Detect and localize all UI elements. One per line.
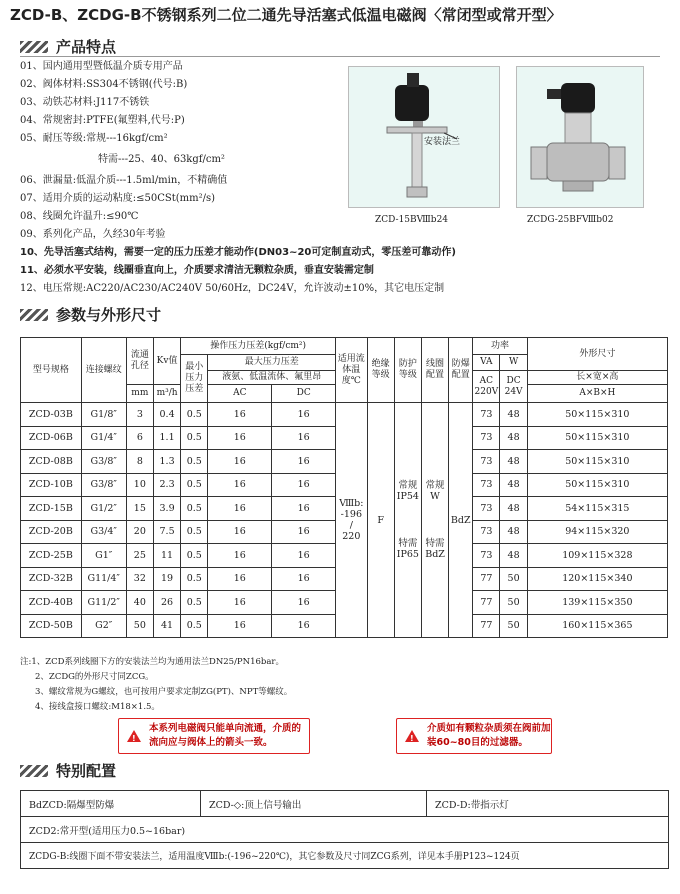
cell-bore: 3 xyxy=(126,403,153,427)
warning-text: 本系列电磁阀只能单向流通，介质的流向应与阀体上的箭头一致。 xyxy=(149,723,302,748)
cell-dims: 50×115×310 xyxy=(527,450,667,474)
config-normally-open: ZCD2:常开型(适用压力0.5~16bar) xyxy=(21,817,669,843)
section-title: 参数与外形尺寸 xyxy=(56,306,162,324)
cell-w: 48 xyxy=(500,544,527,568)
warning-filter xyxy=(396,718,552,754)
header-dc: DC xyxy=(272,385,336,403)
config-indicator: ZCD-D:带指示灯 xyxy=(427,791,669,817)
warning-text: 介质如有颗粒杂质须在阀前加装60~80目的过滤器。 xyxy=(427,723,551,748)
cell-model: ZCD-06B xyxy=(21,426,82,450)
cell-bore: 50 xyxy=(126,614,153,638)
cell-dc: 16 xyxy=(272,614,336,638)
photo-caption-right: ZCDG-25BFⅧb02 xyxy=(527,215,614,225)
feature-item: 12、电压常规:AC220/AC230/AC240V 50/60Hz，DC24V，允许波动±10%，其它电压定制 xyxy=(20,283,445,294)
cell-dc: 16 xyxy=(272,450,336,474)
cell-va: 73 xyxy=(473,520,500,544)
cell-bore: 15 xyxy=(126,497,153,521)
section-marker-icon xyxy=(20,309,48,321)
feature-item: 02、阀体材料:SS304不锈钢(代号:B) xyxy=(20,79,188,90)
cell-dims: 50×115×310 xyxy=(527,426,667,450)
header-dims: 外形尺寸 xyxy=(527,338,667,371)
cell-bore: 6 xyxy=(126,426,153,450)
cell-va: 73 xyxy=(473,473,500,497)
cell-thread: G3/8″ xyxy=(81,450,126,474)
feature-item: 06、泄漏量:低温介质---1.5ml/min，不精确值 xyxy=(20,175,228,186)
cell-kv: 41 xyxy=(153,614,180,638)
cell-model: ZCD-32B xyxy=(21,567,82,591)
cell-ac: 16 xyxy=(208,426,272,450)
cell-w: 48 xyxy=(500,450,527,474)
cell-protection xyxy=(394,403,421,638)
cell-model: ZCD-40B xyxy=(21,591,82,615)
protection-special: 特需IP65 xyxy=(396,538,419,560)
cell-kv: 1.3 xyxy=(153,450,180,474)
config-b-type: ZCDG-B:线圈下面不带安装法兰，适用温度Ⅷb:(-196~220℃)，其它参数及尺寸同ZCG系列，详见本手册P123~124页 xyxy=(21,843,669,869)
header-bore: 流通孔径 xyxy=(126,338,153,385)
feature-item: 11、必须水平安装，线圈垂直向上，介质要求清洁无颗粒杂质，垂直安装需定制 xyxy=(20,265,374,276)
spec-table xyxy=(20,337,668,638)
cell-min: 0.5 xyxy=(181,473,208,497)
photo-caption-left: ZCD-15BⅧb24 xyxy=(375,215,449,225)
header-insulation: 绝缘等级 xyxy=(367,338,394,403)
cell-thread: G3/8″ xyxy=(81,473,126,497)
cell-model: ZCD-10B xyxy=(21,473,82,497)
header-model: 型号规格 xyxy=(21,338,82,403)
cell-kv: 26 xyxy=(153,591,180,615)
flange-callout-label: 安装法兰 xyxy=(424,137,461,147)
cell-ac: 16 xyxy=(208,520,272,544)
cell-min: 0.5 xyxy=(181,403,208,427)
cell-ac: 16 xyxy=(208,450,272,474)
feature-item: 05、耐压等级:常规---16kgf/cm² xyxy=(20,133,168,144)
cell-dims: 160×115×365 xyxy=(527,614,667,638)
page-title: ZCD-B、ZCDG-B不锈钢系列二位二通先导活塞式低温电磁阀〈常闭型或常开型〉 xyxy=(10,6,562,24)
feature-item: 特需---25、40、63kgf/cm² xyxy=(98,154,225,165)
cell-kv: 2.3 xyxy=(153,473,180,497)
section-features-heading xyxy=(20,36,116,57)
special-config-table xyxy=(20,790,669,869)
cell-w: 48 xyxy=(500,473,527,497)
header-thread: 连接螺纹 xyxy=(81,338,126,403)
cell-dims: 54×115×315 xyxy=(527,497,667,521)
header-min-pressure: 最小压力压差 xyxy=(181,355,208,403)
header-coil: 线圈配置 xyxy=(421,338,448,403)
cell-ac: 16 xyxy=(208,544,272,568)
cell-dc: 16 xyxy=(272,473,336,497)
cell-w: 48 xyxy=(500,520,527,544)
cell-insulation: F xyxy=(367,403,394,638)
cell-w: 48 xyxy=(500,403,527,427)
cell-dc: 16 xyxy=(272,497,336,521)
header-va-sub: AC 220V xyxy=(473,371,500,403)
header-ac: AC xyxy=(208,385,272,403)
cell-ac: 16 xyxy=(208,403,272,427)
cell-dims: 120×115×340 xyxy=(527,567,667,591)
cell-min: 0.5 xyxy=(181,591,208,615)
cell-va: 73 xyxy=(473,403,500,427)
cell-kv: 0.4 xyxy=(153,403,180,427)
cell-thread: G3/4″ xyxy=(81,520,126,544)
feature-item: 07、适用介质的运动粘度:≤50CSt(mm²/s) xyxy=(20,193,215,204)
cell-va: 77 xyxy=(473,567,500,591)
header-explosion: 防爆配置 xyxy=(449,338,473,403)
cell-bore: 8 xyxy=(126,450,153,474)
cell-va: 73 xyxy=(473,426,500,450)
product-photo-zcdg xyxy=(516,66,644,208)
header-protection: 防护等级 xyxy=(394,338,421,403)
header-kv-unit: m³/h xyxy=(153,385,180,403)
cell-model: ZCD-03B xyxy=(21,403,82,427)
feature-item: 09、系列化产品，久经30年考验 xyxy=(20,229,166,240)
cell-bore: 32 xyxy=(126,567,153,591)
header-dims-sub: 长×宽×高 xyxy=(527,371,667,385)
section-title: 特别配置 xyxy=(56,762,117,780)
cell-ac: 16 xyxy=(208,473,272,497)
section-params-heading xyxy=(20,304,161,325)
header-media: 液氨、低温流体、氟里昂 xyxy=(208,371,336,385)
protection-standard: 常规IP54 xyxy=(396,480,419,502)
cell-thread: G1/8″ xyxy=(81,403,126,427)
cell-dims: 139×115×350 xyxy=(527,591,667,615)
config-signal: ZCD-◇:顶上信号输出 xyxy=(201,791,427,817)
cell-va: 77 xyxy=(473,614,500,638)
cell-va: 73 xyxy=(473,544,500,568)
section-special-heading xyxy=(20,760,116,781)
header-max-pressure: 最大压力压差 xyxy=(208,355,336,371)
coil-special: 特需BdZ xyxy=(425,538,445,560)
cell-thread: G11/2″ xyxy=(81,591,126,615)
cell-thread: G11/4″ xyxy=(81,567,126,591)
cell-w: 48 xyxy=(500,426,527,450)
section-marker-icon xyxy=(20,41,48,53)
feature-item: 01、国内通用型暨低温介质专用产品 xyxy=(20,61,183,72)
cell-ac: 16 xyxy=(208,567,272,591)
cell-dims: 50×115×310 xyxy=(527,473,667,497)
cell-min: 0.5 xyxy=(181,450,208,474)
warning-icon: ! xyxy=(405,730,419,742)
cell-min: 0.5 xyxy=(181,614,208,638)
cell-dc: 16 xyxy=(272,520,336,544)
cell-ac: 16 xyxy=(208,591,272,615)
cell-min: 0.5 xyxy=(181,520,208,544)
feature-item: 10、先导活塞式结构，需要一定的压力压差才能动作(DN03~20可定制直动式，零压差可靠动作) xyxy=(20,247,456,258)
warning-flow-direction xyxy=(118,718,310,754)
cell-w: 48 xyxy=(500,497,527,521)
cell-temp: Ⅷb: -196 / 220 xyxy=(336,403,367,638)
cell-va: 77 xyxy=(473,591,500,615)
header-va: VA xyxy=(473,355,500,371)
cell-min: 0.5 xyxy=(181,567,208,591)
cell-min: 0.5 xyxy=(181,544,208,568)
cell-va: 73 xyxy=(473,450,500,474)
cell-va: 73 xyxy=(473,497,500,521)
footnote: 3、螺纹常规为G螺纹，也可按用户要求定制ZG(PT)、NPT等螺纹。 xyxy=(35,687,293,697)
cell-ac: 16 xyxy=(208,497,272,521)
section-title: 产品特点 xyxy=(56,38,117,56)
footnote: 4、接线盒接口螺纹:M18×1.5。 xyxy=(35,702,160,712)
cell-kv: 7.5 xyxy=(153,520,180,544)
coil-standard: 常规W xyxy=(425,480,445,502)
cell-bore: 25 xyxy=(126,544,153,568)
cell-dc: 16 xyxy=(272,567,336,591)
cell-dc: 16 xyxy=(272,426,336,450)
cell-kv: 3.9 xyxy=(153,497,180,521)
cell-model: ZCD-15B xyxy=(21,497,82,521)
cell-dims: 50×115×310 xyxy=(527,403,667,427)
header-w: W xyxy=(500,355,527,371)
footnote: 2、ZCDG的外形尺寸同ZCG。 xyxy=(35,672,154,682)
header-power: 功率 xyxy=(473,338,527,355)
cell-kv: 11 xyxy=(153,544,180,568)
feature-item: 03、动铁芯材料:J117不锈铁 xyxy=(20,97,150,108)
cell-ac: 16 xyxy=(208,614,272,638)
cell-dc: 16 xyxy=(272,591,336,615)
header-bore-unit: mm xyxy=(126,385,153,403)
header-pressure: 操作压力压差(kgf/cm²) xyxy=(181,338,336,355)
header-dims-sub2: A×B×H xyxy=(527,385,667,403)
table-row xyxy=(21,403,668,427)
cell-kv: 19 xyxy=(153,567,180,591)
cell-thread: G1/2″ xyxy=(81,497,126,521)
cell-explosion: BdZ xyxy=(449,403,473,638)
cell-w: 50 xyxy=(500,567,527,591)
warning-icon: ! xyxy=(127,730,141,742)
cell-bore: 10 xyxy=(126,473,153,497)
cell-thread: G2″ xyxy=(81,614,126,638)
cell-dims: 94×115×320 xyxy=(527,520,667,544)
header-kv: Kv值 xyxy=(153,338,180,385)
flanged-valve-illustration-icon xyxy=(517,67,643,207)
cell-model: ZCD-25B xyxy=(21,544,82,568)
cell-model: ZCD-20B xyxy=(21,520,82,544)
cell-thread: G1″ xyxy=(81,544,126,568)
cell-kv: 1.1 xyxy=(153,426,180,450)
cell-w: 50 xyxy=(500,614,527,638)
footnotes xyxy=(20,655,292,715)
feature-item: 04、常规密封:PTFE(氟塑料,代号:P) xyxy=(20,115,185,126)
cell-bore: 40 xyxy=(126,591,153,615)
cell-thread: G1/4″ xyxy=(81,426,126,450)
cell-model: ZCD-50B xyxy=(21,614,82,638)
header-temp: 适用流体温度℃ xyxy=(336,338,367,403)
cell-bore: 20 xyxy=(126,520,153,544)
cell-min: 0.5 xyxy=(181,426,208,450)
cell-model: ZCD-08B xyxy=(21,450,82,474)
cell-min: 0.5 xyxy=(181,497,208,521)
cell-dc: 16 xyxy=(272,544,336,568)
cell-w: 50 xyxy=(500,591,527,615)
feature-item: 08、线圈允许温升:≤90℃ xyxy=(20,211,139,222)
config-bdz: BdZCD:隔爆型防爆 xyxy=(21,791,201,817)
header-w-sub: DC 24V xyxy=(500,371,527,403)
footnote: 注:1、ZCD系列线圈下方的安装法兰均为通用法兰DN25/PN16bar。 xyxy=(20,657,284,667)
section-divider xyxy=(20,56,660,57)
cell-dc: 16 xyxy=(272,403,336,427)
cell-coil xyxy=(421,403,448,638)
section-marker-icon xyxy=(20,765,48,777)
cell-dims: 109×115×328 xyxy=(527,544,667,568)
